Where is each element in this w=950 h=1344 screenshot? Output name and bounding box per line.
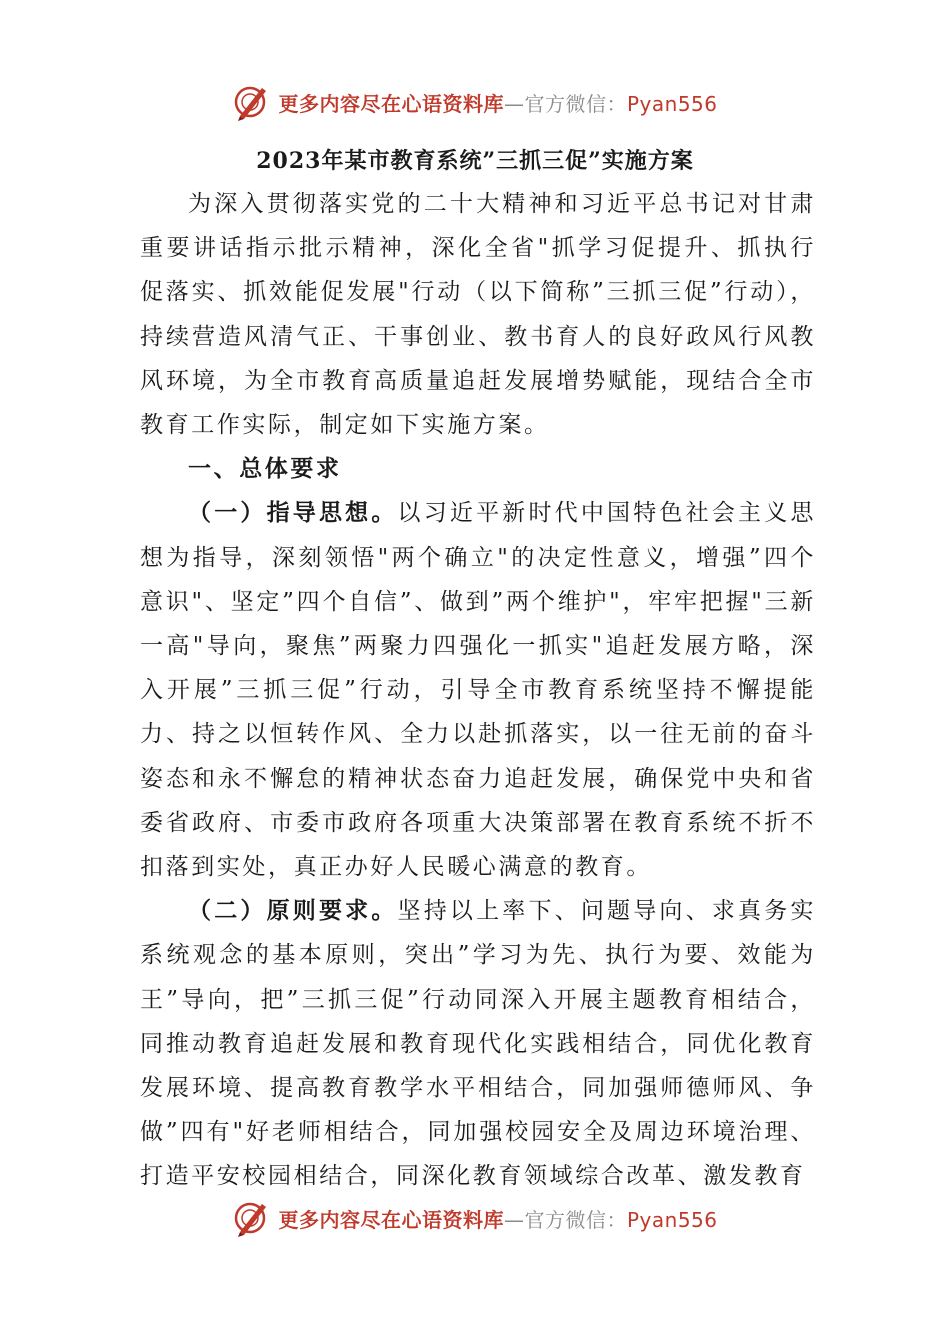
watermark-dash: — [503, 91, 525, 116]
watermark-handle: Pyan556 [626, 91, 718, 116]
subsection-text: 坚持以上率下、问题导向、求真务实系统观念的基本原则，突出”学习为先、执行为要、效能为王”导向，把”三抓三促”行动同深入开展主题教育相结合，同推动教育追赶发展和教育现代化实践相结合，同优化教育发展环境、提高教育教学水平相结合，同加强师德师风、争做”四有"好老师相结合，同加强校园安全及周边环境治理、打造平安校园相结合，同深化教育领域综合改革、激发教育 [140, 898, 816, 1190]
watermark-header [0, 80, 950, 124]
pen-logo-icon [232, 1198, 272, 1238]
watermark-footer [0, 1196, 950, 1240]
watermark-handle: Pyan556 [626, 1207, 718, 1232]
document-body [140, 182, 816, 1199]
subsection-label: （一）指导思想。 [188, 499, 398, 527]
watermark-official: 官方微信： [524, 91, 627, 116]
watermark-official: 官方微信： [524, 1207, 627, 1232]
watermark-text [278, 1204, 717, 1233]
principles-paragraph [140, 889, 816, 1198]
section-heading: 一、总体要求 [188, 455, 342, 483]
document-title: 2023年某市教育系统”三抓三促”实施方案 [256, 148, 694, 174]
watermark-main: 更多内容尽在心语资料库 [278, 91, 504, 116]
watermark-dash: — [503, 1207, 525, 1232]
pen-logo-icon [232, 82, 272, 122]
watermark-main: 更多内容尽在心语资料库 [278, 1207, 504, 1232]
watermark-text [278, 88, 717, 117]
subsection-label: （二）原则要求。 [188, 897, 398, 925]
subsection-text: 以习近平新时代中国特色社会主义思想为指导，深刻领悟"两个确立"的决定性意义，增强”四个意识"、坚定”四个自信”、做到”两个维护"，牢牢把握"三新一高"导向，聚焦”两聚力四强化一抓实"追赶发展方略，深入开展”三抓三促”行动，引导全市教育系统坚持不懈提能力、持之以恒转作风、全力以赴抓落实，以一往无前的奋斗姿态和永不懈怠的精神状态奋力追赶发展，确保党中央和省委省政府、市委市政府各项重大决策部署在教育系统不折不扣落到实处，真正办好人民暖心满意的教育。 [140, 500, 816, 881]
intro-paragraph: 为深入贯彻落实党的二十大精神和习近平总书记对甘肃重要讲话指示批示精神，深化全省"抓学习促提升、抓执行促落实、抓效能促发展"行动（以下简称”三抓三促”行动），持续营造风清气正、干事创业、教书育人的良好政风行风教风环境，为全市教育高质量追赶发展增势赋能，现结合全市教育工作实际，制定如下实施方案。 [140, 191, 816, 439]
guiding-ideology-paragraph [140, 491, 816, 889]
